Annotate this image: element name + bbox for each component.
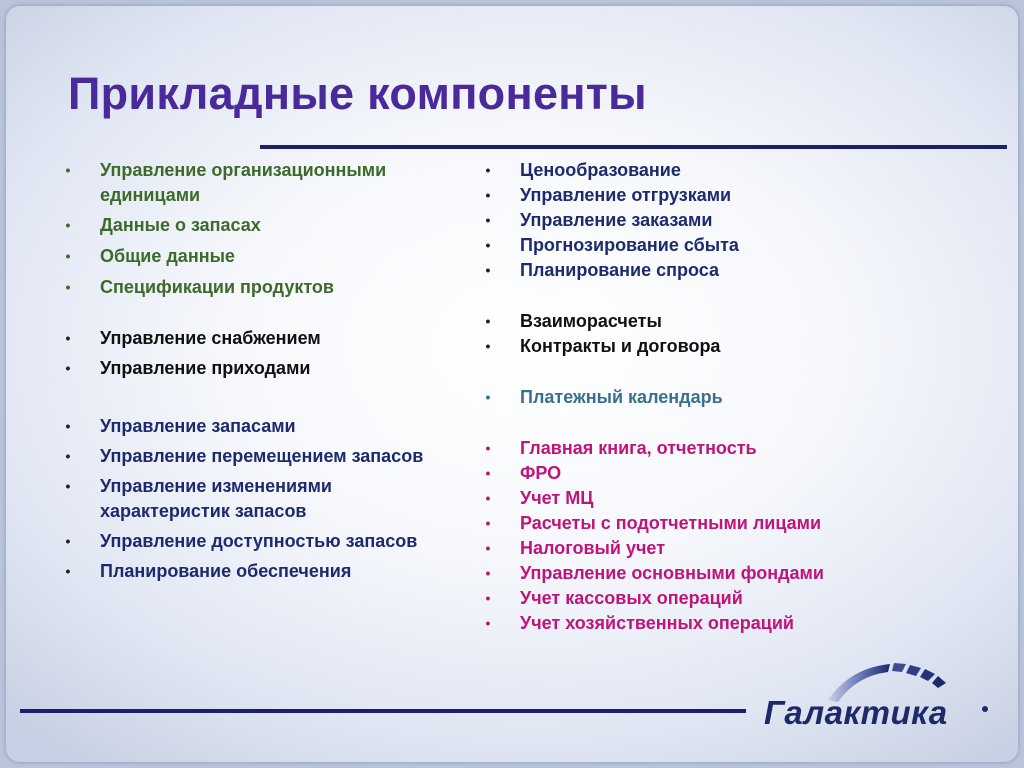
list-item [60, 414, 460, 439]
bullet-icon: • [65, 533, 71, 549]
bullet-icon: • [485, 565, 491, 581]
list-item [480, 586, 940, 611]
list-item-text: Учет кассовых операций [520, 588, 743, 608]
list-item-text: Учет хозяйственных операций [520, 613, 794, 633]
list-item [60, 474, 460, 524]
list-item [60, 529, 460, 554]
bullet-icon: • [485, 162, 491, 178]
bullet-icon: • [485, 212, 491, 228]
list-item-text: Прогнозирование сбыта [520, 235, 739, 255]
bullet-icon: • [65, 330, 71, 346]
bullet-icon: • [485, 440, 491, 456]
list-item-text: Контракты и договора [520, 336, 721, 356]
list-item-text: Планирование спроса [520, 260, 719, 280]
list-item-text: Общие данные [100, 246, 235, 266]
list-item [60, 275, 460, 300]
list-item-text: Учет МЦ [520, 488, 594, 508]
company-logo [764, 656, 1004, 736]
bullet-icon: • [485, 313, 491, 329]
list-item [480, 511, 940, 536]
list-item-text: Взаиморасчеты [520, 311, 662, 331]
list-item [480, 461, 940, 486]
bullet-icon: • [485, 465, 491, 481]
list-item-text: Главная книга, отчетность [520, 438, 757, 458]
list-item-text: Управление доступностью запасов [100, 531, 418, 551]
bullet-icon: • [65, 478, 71, 494]
list-item [60, 213, 460, 238]
bullet-icon: • [485, 540, 491, 556]
list-item [60, 158, 460, 208]
bullet-icon: • [485, 590, 491, 606]
bullet-icon: • [485, 615, 491, 631]
list-item [60, 559, 460, 584]
list-item-text: Платежный календарь [520, 387, 723, 407]
list-item [480, 536, 940, 561]
list-item-text: Данные о запасах [100, 215, 261, 235]
bullet-icon: • [485, 338, 491, 354]
list-item-text: Управление организационными единицами [100, 160, 387, 205]
right-component-list [480, 158, 940, 636]
list-item [480, 486, 940, 511]
list-item-text: Управление основными фондами [520, 563, 824, 583]
bullet-icon: • [65, 248, 71, 264]
list-item [480, 309, 940, 334]
list-item-text: Спецификации продуктов [100, 277, 334, 297]
list-item-text: Управление снабжением [100, 328, 321, 348]
list-item [60, 244, 460, 269]
list-item-text: Расчеты с подотчетными лицами [520, 513, 822, 533]
list-item-text: Управление заказами [520, 210, 713, 230]
title-divider [260, 145, 1007, 149]
bullet-icon: • [485, 187, 491, 203]
list-item [480, 436, 940, 461]
list-item [60, 444, 460, 469]
list-item-text: Налоговый учет [520, 538, 666, 558]
bullet-icon: • [485, 490, 491, 506]
list-item-text: Управление перемещением запасов [100, 446, 424, 466]
bullet-icon: • [485, 389, 491, 405]
list-item [60, 356, 460, 381]
bullet-icon: • [485, 515, 491, 531]
bullet-icon: • [65, 162, 71, 178]
list-item-text: Ценообразование [520, 160, 681, 180]
list-item [480, 385, 940, 410]
list-item [480, 208, 940, 233]
list-item-text: Управление изменениями характеристик запасов [100, 476, 332, 521]
list-item [480, 334, 940, 359]
bullet-icon: • [65, 279, 71, 295]
logo-text: Галактика [764, 694, 948, 731]
list-item [480, 611, 940, 636]
slide [6, 6, 1018, 762]
logo-dot-icon [982, 706, 988, 712]
list-item-text: Управление запасами [100, 416, 296, 436]
bullet-icon: • [65, 563, 71, 579]
bullet-icon: • [485, 262, 491, 278]
list-item [480, 258, 940, 283]
bullet-icon: • [65, 448, 71, 464]
list-item-text: Управление приходами [100, 358, 311, 378]
bullet-icon: • [65, 360, 71, 376]
bullet-icon: • [65, 418, 71, 434]
slide-title: Прикладные компоненты [68, 68, 647, 119]
list-item [60, 326, 460, 351]
left-component-list [60, 158, 460, 584]
bullet-icon: • [485, 237, 491, 253]
list-item [480, 561, 940, 586]
list-item [480, 233, 940, 258]
list-item-text: ФРО [520, 463, 562, 483]
list-item-text: Управление отгрузками [520, 185, 732, 205]
bullet-icon: • [65, 217, 71, 233]
bottom-divider [20, 709, 746, 713]
list-item-text: Планирование обеспечения [100, 561, 352, 581]
list-item [480, 158, 940, 183]
list-item [480, 183, 940, 208]
